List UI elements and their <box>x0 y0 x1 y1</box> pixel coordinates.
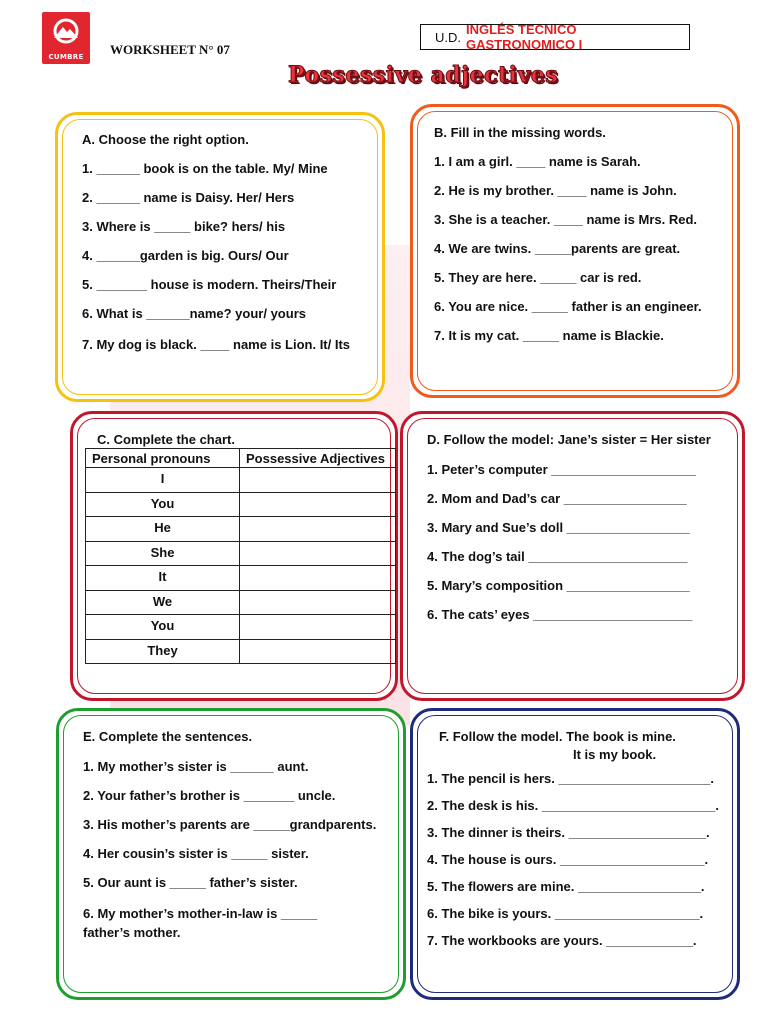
worksheet-number: WORKSHEET N° 07 <box>110 42 230 57</box>
pronoun-cell: You <box>86 615 240 640</box>
pronoun-cell: He <box>86 517 240 542</box>
list-item: 3. The dinner is theirs. ___________________. <box>427 825 710 840</box>
list-item: 4. The house is ours. ____________________. <box>427 852 709 867</box>
list-item: 6. What is ______name? your/ yours <box>82 306 306 321</box>
list-item: 3. She is a teacher. ____ name is Mrs. Red. <box>434 212 698 227</box>
list-item: 5. The flowers are mine. _________________. <box>427 879 705 894</box>
section-d-card <box>400 411 745 701</box>
list-item: 6. The bike is yours. ____________________. <box>427 906 704 921</box>
table-row <box>86 492 396 517</box>
table-row <box>86 590 396 615</box>
list-item: 2. Mom and Dad’s car _________________ <box>427 491 687 506</box>
section-b-heading: B. Fill in the missing words. <box>434 125 606 140</box>
logo-text: CUMBRE <box>48 53 84 61</box>
pronoun-chart <box>85 448 396 664</box>
list-item: 1. The pencil is hers. _____________________. <box>427 771 714 786</box>
answer-cell[interactable] <box>240 615 396 640</box>
list-item: 7. The workbooks are yours. ____________. <box>427 933 697 948</box>
list-item: 2. The desk is his. ________________________. <box>427 798 720 813</box>
table-row <box>86 566 396 591</box>
section-d-heading: D. Follow the model: Jane’s sister = Her sister <box>427 432 711 447</box>
answer-cell[interactable] <box>240 468 396 493</box>
list-item: 1. I am a girl. ____ name is Sarah. <box>434 154 641 169</box>
list-item: 1. ______ book is on the table. My/ Mine <box>82 161 328 176</box>
list-item: 7. My dog is black. ____ name is Lion. It/ Its <box>82 337 351 352</box>
list-item: 4. ______garden is big. Ours/ Our <box>82 248 289 263</box>
list-item: 5. Mary’s composition _________________ <box>427 578 690 593</box>
answer-cell[interactable] <box>240 590 396 615</box>
section-e-heading: E. Complete the sentences. <box>83 729 253 744</box>
table-row <box>86 517 396 542</box>
section-c-heading: C. Complete the chart. <box>97 432 235 447</box>
answer-cell[interactable] <box>240 639 396 664</box>
section-e-card <box>56 708 406 1000</box>
table-row <box>86 541 396 566</box>
list-item: 3. Mary and Sue’s doll _________________ <box>427 520 690 535</box>
list-item: 3. Where is _____ bike? hers/ his <box>82 219 286 234</box>
pronoun-cell: They <box>86 639 240 664</box>
section-f-card <box>410 708 740 1000</box>
table-row <box>86 468 396 493</box>
section-f-heading: F. Follow the model. The book is mine. <box>439 729 676 744</box>
list-item: 4. Her cousin’s sister is _____ sister. <box>83 846 309 861</box>
cumbre-logo <box>42 12 90 64</box>
chart-header-pronouns: Personal pronouns <box>86 449 240 468</box>
answer-cell[interactable] <box>240 566 396 591</box>
pronoun-cell: You <box>86 492 240 517</box>
chart-header-possessives: Possessive Adjectives <box>240 449 396 468</box>
list-item: 1. Peter’s computer ____________________ <box>427 462 696 477</box>
list-item: 1. My mother’s sister is ______ aunt. <box>83 759 309 774</box>
section-f-model: It is my book. <box>573 747 657 762</box>
list-item: 2. He is my brother. ____ name is John. <box>434 183 677 198</box>
pronoun-cell: She <box>86 541 240 566</box>
list-item: 4. The dog’s tail ______________________ <box>427 549 688 564</box>
list-item: 5. Our aunt is _____ father’s sister. <box>83 875 298 890</box>
list-item: 5. They are here. _____ car is red. <box>434 270 642 285</box>
list-item: 2. Your father’s brother is _______ uncle. <box>83 788 336 803</box>
pronoun-cell: We <box>86 590 240 615</box>
section-a-card <box>55 112 385 402</box>
ud-prefix: U.D. <box>435 29 461 45</box>
list-item: 5. _______ house is modern. Theirs/Their <box>82 277 337 292</box>
list-item: 6. You are nice. _____ father is an engineer. <box>434 299 702 314</box>
list-item: 3. His mother’s parents are _____grandparents. <box>83 817 377 832</box>
list-item: 6. My mother’s mother-in-law is _____ father’s mother. <box>83 906 318 940</box>
table-row <box>86 615 396 640</box>
section-c-card <box>70 411 398 701</box>
answer-cell[interactable] <box>240 517 396 542</box>
list-item: 2. ______ name is Daisy. Her/ Hers <box>82 190 295 205</box>
section-a-heading: A. Choose the right option. <box>82 132 249 147</box>
pronoun-cell: I <box>86 468 240 493</box>
answer-cell[interactable] <box>240 492 396 517</box>
mountain-icon <box>50 18 82 46</box>
answer-cell[interactable] <box>240 541 396 566</box>
list-item: 4. We are twins. _____parents are great. <box>434 241 681 256</box>
course-box <box>420 24 690 50</box>
pronoun-cell: It <box>86 566 240 591</box>
list-item: 7. It is my cat. _____ name is Blackie. <box>434 328 664 343</box>
course-name: INGLÉS TECNICO GASTRONOMICO I <box>466 22 583 52</box>
page-title: Possessive adjectives <box>288 62 559 88</box>
list-item: 6. The cats’ eyes ______________________ <box>427 607 693 622</box>
section-b-card <box>410 104 740 398</box>
table-row <box>86 639 396 664</box>
